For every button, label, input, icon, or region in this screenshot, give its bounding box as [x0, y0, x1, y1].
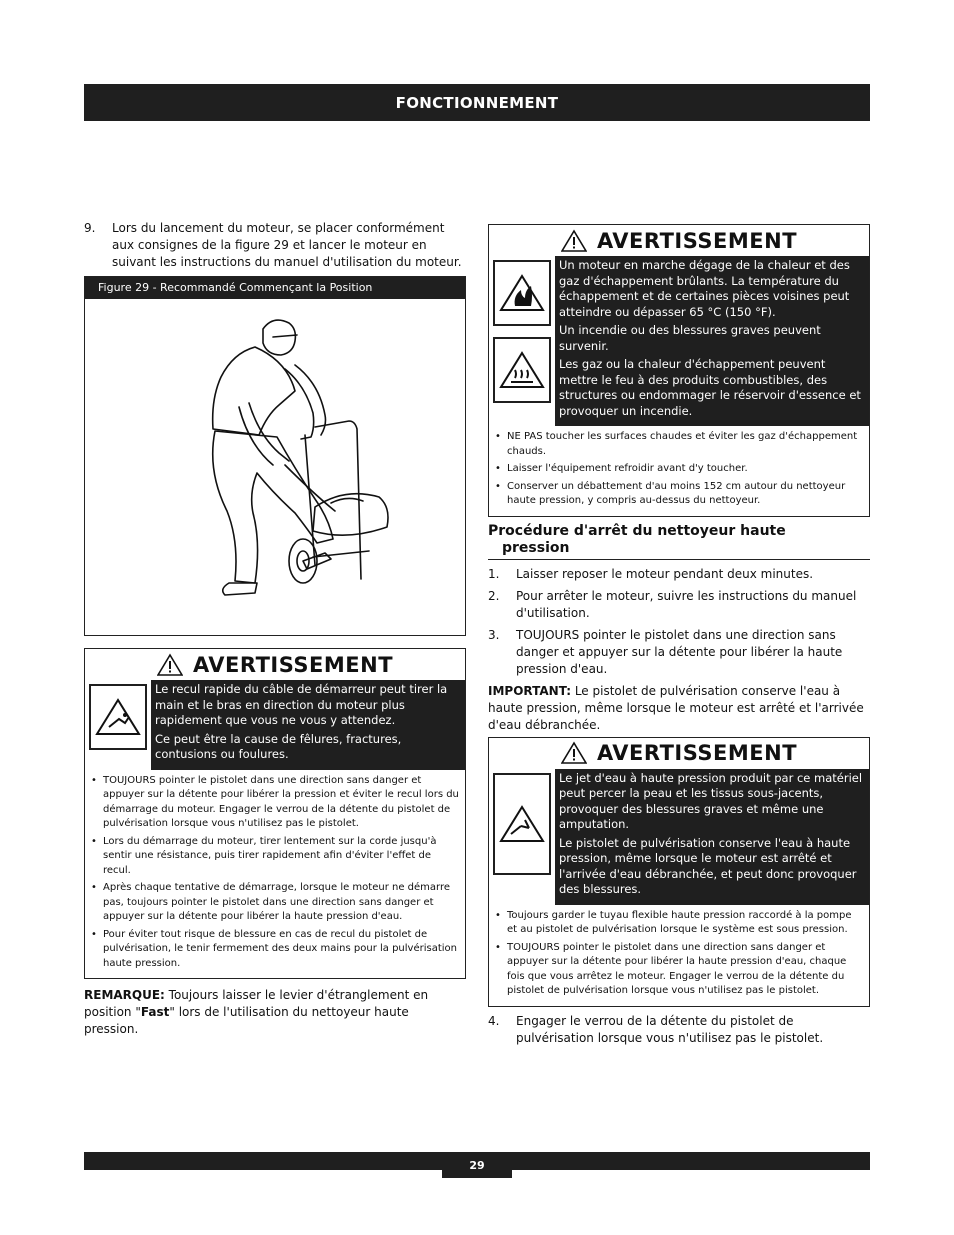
warning-paragraph: Le pistolet de pulvérisation conserve l'eau à haute pression, même lorsque le moteur est arrêté et l'arrivée d'eau débranchée, et peut donc provoquer des blessures. [559, 835, 857, 896]
list-item: • Lors du démarrage du moteur, tirer lentement sur la corde jusqu'à sentir une résistance, puis tirer rapidement afin d'éviter l'effet de recul. [91, 835, 459, 879]
warning-body [489, 769, 869, 905]
list-item: • NE PAS toucher les surfaces chaudes et éviter les gaz d'échappement chauds. [495, 430, 863, 459]
page-number: 29 [442, 1152, 512, 1178]
warning-box-recoil [84, 648, 466, 979]
step-text: Laisser reposer le moteur pendant deux minutes. [516, 566, 814, 581]
warning-box-exhaust [488, 224, 870, 517]
warning-text [151, 680, 465, 770]
header-bar [84, 84, 870, 121]
warning-bullets [85, 770, 465, 979]
warning-paragraph: Le recul rapide du câble de démarreur peut tirer la main et le bras en direction du moteur plus rapidement que vous ne vous y attendez. [155, 682, 448, 727]
step-2 [488, 588, 870, 622]
step-number: 9. [84, 221, 96, 235]
note-text-a: Toujours laisser le levier d'étranglement en position " [84, 988, 429, 1019]
list-item: • Toujours garder le tuyau flexible haute pression raccordé à la pompe et au pistolet de pulvérisation lorsque le système est sous pression. [495, 909, 863, 938]
fire-hazard-icon [493, 260, 551, 326]
step-number: 3. [488, 627, 500, 642]
warning-icons [489, 769, 555, 905]
left-column [84, 220, 466, 1038]
warning-header [489, 225, 869, 256]
recoil-hazard-icon [89, 684, 147, 750]
step-3 [488, 627, 870, 678]
warning-paragraph: Un incendie ou des blessures graves peuvent survenir. [559, 323, 821, 353]
warning-triangle-icon [561, 741, 587, 765]
warning-bullets [489, 426, 869, 516]
page-header-title: FONCTIONNEMENT [395, 93, 559, 112]
hot-surface-icon [493, 337, 551, 403]
step-text: Pour arrêter le moteur, suivre les instructions du manuel d'utilisation. [516, 588, 857, 620]
list-item: • Conserver un débattement d'au moins 152 cm autour du nettoyeur haute pression, y compris au-dessus du nettoyeur. [495, 480, 863, 509]
warning-header [489, 738, 869, 769]
step-1 [488, 566, 870, 583]
warning-paragraph: Les gaz ou la chaleur d'échappement peuvent mettre le feu à des produits combustibles, des structures ou endommager le réservoir d'essence et provoquer un incendie. [559, 357, 861, 418]
step-text: TOUJOURS pointer le pistolet dans une direction sans danger et appuyer sur la détente pour libérer la haute pression d'eau. [516, 627, 843, 676]
note-label: REMARQUE: [84, 988, 165, 1002]
warning-box-injection [488, 737, 870, 1007]
step-9 [84, 220, 466, 271]
step-text: Lors du lancement du moteur, se placer conformément aux consignes de la figure 29 et lancer le moteur en suivant les instructions du manuel d'utilisation du moteur. [112, 221, 462, 269]
step-number: 4. [488, 1013, 500, 1028]
warning-paragraph: Ce peut être la cause de fêlures, fractures, contusions ou foulures. [155, 731, 402, 761]
step-4 [488, 1013, 870, 1047]
warning-text [555, 256, 869, 426]
step-number: 2. [488, 588, 500, 603]
important-label: IMPORTANT: [488, 683, 572, 698]
injection-hazard-icon [493, 773, 551, 875]
warning-bullets [489, 905, 869, 1006]
section-title [488, 523, 870, 560]
remarque-note [84, 987, 466, 1038]
list-item: • Après chaque tentative de démarrage, lorsque le moteur ne démarre pas, toujours pointer le pistolet dans une direction sans danger et appuyer sur la détente pour libérer la haute pression d'eau. [91, 881, 459, 925]
note-bold: Fast [140, 1005, 170, 1019]
warning-triangle-icon [157, 653, 183, 677]
warning-paragraph: Le jet d'eau à haute pression produit par ce matériel peut percer la peau et les tissus sous-jacents, provoquer des blessures graves et même une amputation. [559, 770, 863, 831]
warning-title: AVERTISSEMENT [596, 741, 798, 765]
warning-triangle-icon [561, 229, 587, 253]
warning-body [489, 256, 869, 426]
warning-text [555, 769, 869, 905]
list-item: • Pour éviter tout risque de blessure en cas de recul du pistolet de pulvérisation, le tenir fermement des deux mains pour la pulvérisation haute pression. [91, 928, 459, 972]
warning-title: AVERTISSEMENT [192, 652, 394, 677]
list-item: • Laisser l'équipement refroidir avant d'y toucher. [495, 462, 863, 477]
list-item: • TOUJOURS pointer le pistolet dans une direction sans danger et appuyer sur la détente pour libérer la haute pression d'eau, chaque fois que vous arrêtez le moteur. Engager le verrou de la détente du pistolet de pulvérisation lorsque vous n'utilisez pas le pistolet. [495, 941, 863, 999]
section-title-line1: Procédure d'arrêt du nettoyeur haute [488, 522, 786, 539]
warning-title: AVERTISSEMENT [596, 228, 798, 253]
step-text: Engager le verrou de la détente du pistolet de pulvérisation lorsque vous n'utilisez pas le pistolet. [516, 1013, 824, 1045]
important-text: Le pistolet de pulvérisation conserve l'eau à haute pression, même lorsque le moteur est arrêté et l'arrivée d'eau débranchée. [488, 683, 864, 732]
section-title-line2: pression [502, 539, 570, 556]
list-item: • TOUJOURS pointer le pistolet dans une direction sans danger et appuyer sur la détente pour libérer la pression et éviter le recul lors du démarrage du moteur. Engager le verrou de la détente du pistolet de pulvérisation lorsque vous n'utilisez pas le pistolet. [91, 774, 459, 832]
warning-paragraph: Un moteur en marche dégage de la chaleur et des gaz d'échappement brûlants. La température du échappement et de certaines pièces voisines peut atteindre ou dépasser 65 °C (150 °F). [559, 258, 850, 319]
shutdown-steps [488, 566, 870, 678]
warning-header [85, 649, 465, 680]
figure-caption: Figure 29 - Recommandé Commençant la Position [85, 277, 465, 299]
right-column [488, 224, 870, 1052]
operator-illustration [145, 307, 415, 607]
figure-29 [84, 276, 466, 636]
warning-icons [85, 680, 151, 770]
step-number: 1. [488, 566, 500, 581]
important-note [488, 683, 870, 734]
warning-body [85, 680, 465, 770]
note-text-b: " lors de l'utilisation du nettoyeur haute pression. [84, 1005, 409, 1036]
warning-icons [489, 256, 555, 426]
